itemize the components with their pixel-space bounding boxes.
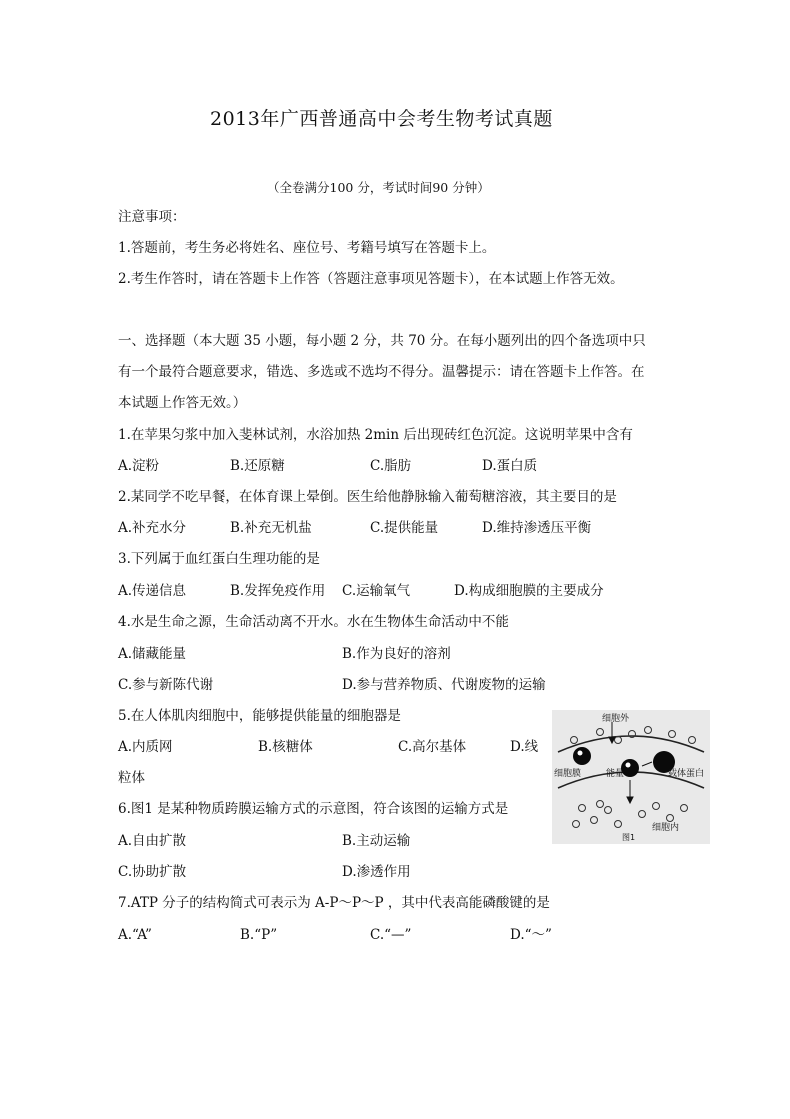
question-7-option-b: B.“P” [240, 927, 278, 943]
question-5-option-d-continuation: 粒体 [118, 770, 145, 786]
label-outside: 细胞外 [602, 714, 630, 724]
question-1-stem: 1.在苹果匀浆中加入斐林试剂，水浴加热 2min 后出现砖红色沉淀。这说明苹果中含有 [118, 427, 633, 443]
question-4-option-b: B.作为良好的溶剂 [342, 646, 451, 662]
note-item: 1.答题前，考生务必将姓名、座位号、考籍号填写在答题卡上。 [118, 240, 496, 256]
question-3-stem: 3.下列属于血红蛋白生理功能的是 [118, 551, 320, 567]
question-4-option-c: C.参与新陈代谢 [118, 677, 214, 693]
label-inside: 细胞内 [652, 823, 680, 833]
question-2-stem: 2.某同学不吃早餐，在体育课上晕倒。医生给他静脉输入葡萄糖溶液，其主要目的是 [118, 489, 617, 505]
label-energy: 能量 [606, 769, 625, 779]
question-6-option-b: B.主动运输 [342, 833, 411, 849]
question-1-option-a: A.淀粉 [118, 458, 160, 474]
question-5-option-b: B.核糖体 [258, 739, 313, 755]
question-4-stem: 4.水是生命之源，生命活动离不开水。水在生物体生命活动中不能 [118, 614, 509, 630]
notes-heading: 注意事项： [118, 209, 186, 225]
note-item: 2.考生作答时，请在答题卡上作答（答题注意事项见答题卡），在本试题上作答无效。 [118, 271, 624, 287]
question-2-option-d: D.维持渗透压平衡 [482, 520, 592, 536]
question-3-option-a: A.传递信息 [118, 583, 187, 599]
question-1-option-c: C.脂肪 [370, 458, 412, 474]
question-5-option-d: D.线 [510, 739, 539, 755]
question-3-option-d: D.构成细胞膜的主要成分 [454, 583, 604, 599]
section-instructions-line: 本试题上作答无效。） [118, 395, 247, 411]
question-7-stem: 7.ATP 分子的结构简式可表示为 A-P～P～P ，其中代表高能磷酸键的是 [118, 895, 550, 911]
question-6-option-a: A.自由扩散 [118, 833, 187, 849]
question-3-option-c: C.运输氧气 [342, 583, 411, 599]
question-6-stem: 6.图1 是某种物质跨膜运输方式的示意图，符合该图的运输方式是 [118, 801, 509, 817]
question-2-option-b: B.补充无机盐 [230, 520, 312, 536]
question-7-option-c: C.“—” [370, 927, 412, 943]
question-5-stem: 5.在人体肌肉细胞中，能够提供能量的细胞器是 [118, 708, 401, 724]
question-2-option-c: C.提供能量 [370, 520, 439, 536]
page-title: 2013年广西普通高中会考生物考试真题 [210, 108, 553, 130]
label-membrane: 细胞膜 [554, 769, 582, 779]
question-5-option-c: C.高尔基体 [398, 739, 467, 755]
question-1-option-d: D.蛋白质 [482, 458, 538, 474]
section-instructions-line: 一、选择题（本大题 35 小题，每小题 2 分，共 70 分。在每小题列出的四个备选项中只 [118, 333, 646, 349]
question-1-option-b: B.还原糖 [230, 458, 285, 474]
question-3-option-b: B.发挥免疫作用 [230, 583, 326, 599]
membrane-transport-figure [552, 710, 710, 844]
question-5-option-a: A.内质网 [118, 739, 173, 755]
carrier-protein [573, 747, 591, 765]
section-instructions-line: 有一个最符合题意要求，错选、多选或不选均不得分。温馨提示：请在答题卡上作答。在 [118, 364, 645, 380]
question-7-option-d: D.“～” [510, 927, 552, 943]
question-4-option-d: D.参与营养物质、代谢废物的运输 [342, 677, 546, 693]
question-7-option-a: A.“A” [118, 927, 152, 943]
figure-caption: 图1 [622, 833, 636, 842]
label-carrier: 载体蛋白 [668, 769, 705, 779]
question-4-option-a: A.储藏能量 [118, 646, 187, 662]
question-6-option-c: C.协助扩散 [118, 864, 187, 880]
subtitle: （全卷满分100 分，考试时间90 分钟） [267, 180, 490, 195]
question-6-option-d: D.渗透作用 [342, 864, 411, 880]
question-2-option-a: A.补充水分 [118, 520, 187, 536]
